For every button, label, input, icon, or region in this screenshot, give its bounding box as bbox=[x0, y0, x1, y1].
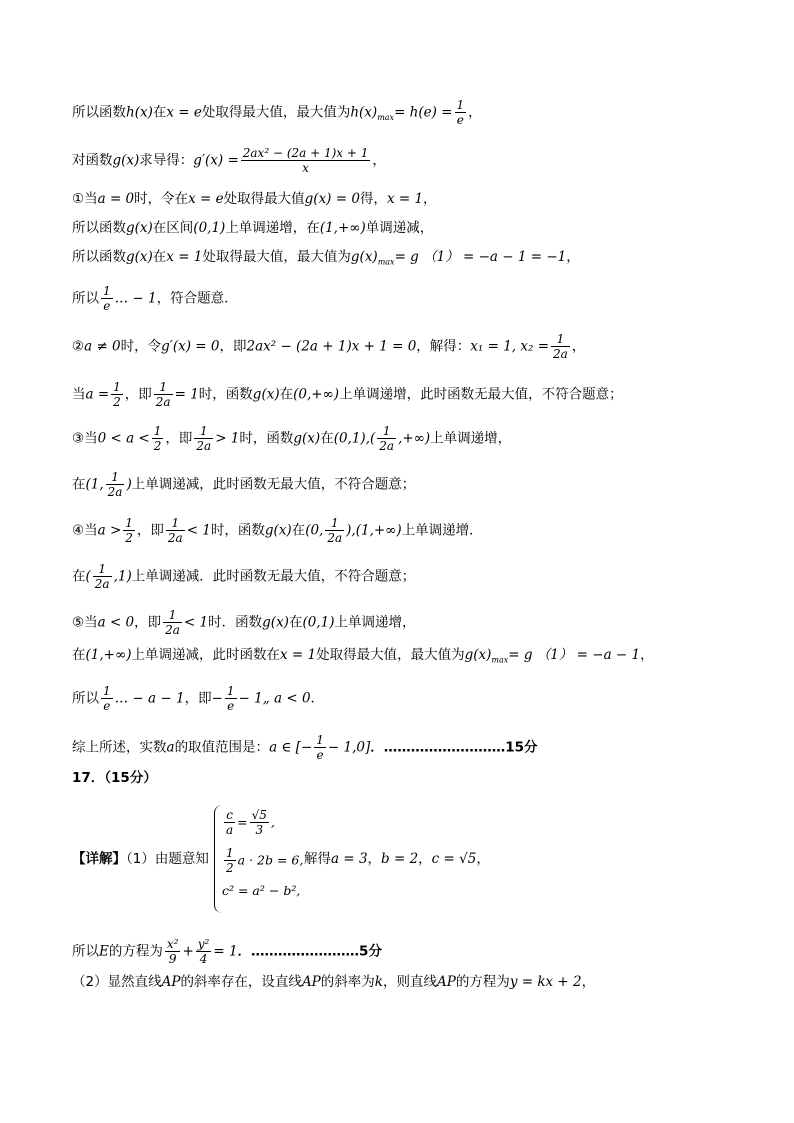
math: g(x) bbox=[350, 249, 378, 265]
text: 在 bbox=[279, 386, 294, 403]
fraction bbox=[106, 470, 125, 500]
math: AP bbox=[301, 974, 321, 990]
text: 综上所述，实数 bbox=[72, 739, 167, 756]
math: g(x) bbox=[293, 430, 321, 447]
line-16 bbox=[72, 733, 538, 763]
fraction bbox=[166, 516, 185, 546]
text: ， bbox=[372, 152, 386, 169]
text: 处取得最大值 bbox=[223, 191, 305, 207]
line-11 bbox=[72, 516, 483, 546]
denominator: 2a bbox=[165, 623, 180, 638]
text: ①当 bbox=[72, 191, 98, 207]
line-6 bbox=[72, 284, 238, 314]
math: a < 0 bbox=[97, 614, 135, 631]
math: + bbox=[182, 943, 194, 960]
text: ， bbox=[418, 851, 432, 867]
denominator: 2a bbox=[155, 395, 171, 410]
math: c = √5 bbox=[431, 851, 477, 867]
fraction bbox=[224, 808, 235, 838]
text: ， bbox=[367, 851, 382, 867]
line-20 bbox=[72, 976, 595, 990]
text: 时，函数 bbox=[239, 430, 294, 447]
text: 对函数 bbox=[72, 152, 113, 169]
numerator: 1 bbox=[113, 380, 121, 394]
math: a · 2b = 6, bbox=[237, 852, 304, 868]
text: 解得 bbox=[304, 851, 331, 867]
score-note: ．……………………5分 bbox=[237, 943, 382, 960]
math: g(x) bbox=[264, 522, 292, 539]
math: g(x) bbox=[126, 249, 153, 265]
denominator: e bbox=[103, 299, 111, 314]
text: 时，函数 bbox=[198, 386, 253, 403]
text: 在 bbox=[72, 568, 86, 585]
math: < 1 bbox=[186, 522, 211, 539]
denominator: 2a bbox=[167, 531, 183, 546]
text: （2）显然直线 bbox=[72, 974, 162, 990]
text: ，即 bbox=[124, 386, 152, 403]
score-note: ．………………………15分 bbox=[370, 739, 538, 756]
text: 上单调递增， bbox=[430, 430, 512, 447]
math: (0,1),( bbox=[333, 430, 376, 447]
math: − 1,0] bbox=[327, 739, 371, 756]
fraction bbox=[455, 98, 467, 128]
fraction bbox=[163, 608, 182, 638]
math: x = e bbox=[166, 104, 202, 121]
text: 所以 bbox=[72, 290, 99, 307]
fraction bbox=[194, 424, 213, 454]
line-5 bbox=[72, 251, 580, 267]
text: 在 bbox=[72, 476, 86, 493]
math: ,1) bbox=[113, 568, 132, 585]
text: 所以函数 bbox=[72, 220, 126, 236]
fraction bbox=[101, 684, 113, 714]
numerator: 1 bbox=[154, 380, 173, 395]
math: g′(x) = bbox=[193, 152, 239, 169]
text: ， bbox=[571, 338, 586, 355]
math: (1,+∞) bbox=[85, 647, 132, 663]
numerator: 1 bbox=[377, 424, 396, 439]
line-1 bbox=[72, 98, 482, 128]
text: 在 bbox=[320, 430, 334, 447]
line-4 bbox=[72, 222, 433, 236]
math: ( bbox=[85, 568, 91, 585]
math: > 1 bbox=[215, 430, 240, 447]
text: ， bbox=[468, 104, 482, 121]
text: 时．函数 bbox=[208, 614, 263, 631]
math: a = 3 bbox=[331, 851, 368, 867]
text: ， bbox=[581, 974, 596, 990]
denominator: e bbox=[316, 748, 324, 763]
math: y = kx + 2 bbox=[509, 974, 582, 990]
fraction bbox=[225, 684, 237, 714]
numerator: 1 bbox=[153, 424, 162, 438]
math: − bbox=[211, 690, 223, 707]
math: = bbox=[237, 814, 248, 830]
text: ， bbox=[423, 191, 437, 207]
math: x = 1 bbox=[166, 249, 203, 265]
fraction bbox=[241, 146, 371, 176]
text: 在 bbox=[152, 249, 167, 265]
line-13 bbox=[72, 608, 415, 638]
denominator: 2 bbox=[113, 395, 121, 410]
text: 上单调递增，在 bbox=[225, 220, 320, 236]
text: 所以 bbox=[72, 943, 99, 960]
line-12 bbox=[72, 562, 415, 592]
numerator: 1 bbox=[106, 470, 125, 485]
math: ) bbox=[126, 476, 132, 493]
math: = g （1） = −a − 1 = −1 bbox=[394, 249, 567, 265]
numerator: 1 bbox=[194, 424, 213, 439]
text: ④当 bbox=[72, 522, 98, 539]
denominator: x bbox=[302, 161, 309, 176]
numerator: 2ax² − (2a + 1)x + 1 bbox=[242, 146, 369, 160]
math: 2ax² − (2a + 1)x + 1 = 0 bbox=[246, 338, 417, 355]
fraction bbox=[111, 380, 123, 410]
line-9 bbox=[72, 424, 511, 454]
text: ，即 bbox=[219, 338, 247, 355]
fraction bbox=[551, 332, 570, 362]
math: k bbox=[374, 974, 383, 990]
denominator: 4 bbox=[199, 952, 208, 967]
text: 所以函数 bbox=[72, 249, 126, 265]
math: (0, bbox=[305, 522, 324, 539]
numerator: 1 bbox=[226, 846, 234, 860]
text: 得， bbox=[359, 191, 387, 207]
subscript: max bbox=[491, 655, 509, 665]
line-18 bbox=[72, 853, 209, 867]
numerator: 1 bbox=[456, 98, 465, 112]
line-8 bbox=[72, 380, 623, 410]
numerator: 1 bbox=[103, 684, 111, 698]
fraction bbox=[101, 284, 113, 314]
math: a = 0 bbox=[97, 191, 135, 207]
numerator: y² bbox=[197, 937, 210, 951]
question-heading: 17．（15分） bbox=[72, 770, 157, 786]
system-eq-1 bbox=[222, 808, 275, 838]
numerator: 1 bbox=[316, 733, 324, 747]
math: a ∈ [− bbox=[269, 739, 313, 756]
fraction bbox=[152, 424, 164, 454]
text: 时，令 bbox=[120, 338, 162, 355]
numerator: 1 bbox=[166, 516, 185, 531]
math: h(x) bbox=[350, 104, 378, 121]
math: a bbox=[166, 739, 175, 756]
text: 的斜率为 bbox=[320, 974, 375, 990]
text: 上单调递减，此时函数在 bbox=[131, 647, 280, 663]
math: AP bbox=[161, 974, 181, 990]
text: 在区间 bbox=[152, 220, 194, 236]
math: g′(x) = 0 bbox=[161, 338, 220, 355]
text: ⑤当 bbox=[72, 614, 98, 631]
text: ，解得： bbox=[416, 338, 471, 355]
denominator: 2 bbox=[125, 531, 133, 546]
text: 在 bbox=[72, 647, 86, 663]
fraction bbox=[196, 937, 212, 967]
math: h(x) bbox=[126, 104, 153, 121]
text: 上单调递增． bbox=[401, 522, 483, 539]
text: （1）由题意知 bbox=[126, 851, 209, 867]
math: g(x) = 0 bbox=[304, 191, 360, 207]
math: = 1 bbox=[213, 943, 238, 960]
fraction bbox=[154, 380, 173, 410]
math: b = 2 bbox=[381, 851, 419, 867]
fraction bbox=[93, 562, 112, 592]
text: ， bbox=[476, 851, 490, 867]
line-15 bbox=[72, 684, 324, 714]
fraction bbox=[224, 846, 236, 876]
denominator: 2a bbox=[107, 485, 123, 500]
math: = g （1） = −a − 1 bbox=[508, 647, 641, 663]
fraction bbox=[325, 516, 344, 546]
math: x₁ = 1, x₂ = bbox=[470, 338, 550, 355]
math: − 1„ a < 0 bbox=[238, 690, 311, 707]
system-eq-2 bbox=[222, 846, 303, 876]
math: … − a − 1 bbox=[114, 690, 185, 707]
text: ，即 bbox=[184, 690, 212, 707]
text: 所以函数 bbox=[72, 104, 126, 121]
subscript: max bbox=[377, 113, 395, 123]
line-7 bbox=[72, 332, 585, 362]
math: ),(1,+∞) bbox=[346, 522, 402, 539]
fraction bbox=[250, 808, 269, 838]
text: ． bbox=[310, 690, 325, 707]
text: ② bbox=[72, 338, 85, 355]
text: 的斜率存在，设直线 bbox=[180, 974, 302, 990]
text: 在 bbox=[291, 522, 306, 539]
line-14 bbox=[72, 649, 654, 665]
denominator: 2a bbox=[379, 439, 395, 454]
denominator: 3 bbox=[255, 823, 264, 838]
text: 单调递减， bbox=[365, 220, 434, 236]
text: ，则直线 bbox=[382, 974, 437, 990]
math: 0 < a < bbox=[97, 430, 150, 447]
math: g(x) bbox=[126, 220, 153, 236]
line-18-solution bbox=[304, 853, 490, 867]
math: x = 1 bbox=[279, 647, 317, 663]
math: a ≠ 0 bbox=[84, 338, 121, 355]
text: 所以 bbox=[72, 690, 99, 707]
math: < 1 bbox=[183, 614, 209, 631]
math: x = 1 bbox=[386, 191, 424, 207]
text: 处取得最大值，最大值为 bbox=[202, 249, 351, 265]
denominator: a bbox=[226, 823, 234, 838]
math: AP bbox=[436, 974, 456, 990]
text: 的取值范围是： bbox=[174, 739, 270, 756]
math: , bbox=[270, 814, 275, 830]
math: = h(e) = bbox=[394, 104, 453, 121]
numerator: 1 bbox=[125, 516, 133, 530]
math: = 1 bbox=[174, 386, 199, 403]
denominator: 2a bbox=[94, 577, 110, 592]
text: 上单调递增， bbox=[334, 614, 416, 631]
fraction bbox=[165, 937, 181, 967]
denominator: 2a bbox=[327, 531, 343, 546]
text: ③当 bbox=[72, 430, 98, 447]
math: ,+∞) bbox=[398, 430, 431, 447]
numerator: 1 bbox=[93, 562, 112, 577]
text: 时，令在 bbox=[134, 191, 189, 207]
line-3 bbox=[72, 193, 437, 207]
math: … − 1 bbox=[114, 290, 157, 307]
text: ， bbox=[566, 249, 580, 265]
text: 上单调递减，此时函数无最大值，不符合题意； bbox=[131, 476, 416, 493]
subscript: max bbox=[377, 257, 395, 267]
math: (0,1) bbox=[193, 220, 226, 236]
fraction bbox=[377, 424, 396, 454]
text: 处取得最大值，最大值为 bbox=[201, 104, 351, 121]
text: 求导得： bbox=[139, 152, 194, 169]
numerator: 1 bbox=[325, 516, 344, 531]
numerator: c bbox=[224, 808, 235, 823]
denominator: 2 bbox=[153, 439, 162, 454]
system-eq-3: c² = a² − b², bbox=[222, 883, 301, 898]
detail-label: 【详解】 bbox=[72, 851, 126, 867]
numerator: x² bbox=[166, 937, 179, 951]
text: 当 bbox=[72, 386, 86, 403]
text: 的方程为 bbox=[455, 974, 510, 990]
line-10 bbox=[72, 470, 415, 500]
fraction bbox=[314, 733, 326, 763]
text: 在 bbox=[152, 104, 167, 121]
math: (0,+∞) bbox=[293, 386, 340, 403]
text: ，即 bbox=[134, 614, 162, 631]
denominator: e bbox=[456, 113, 464, 128]
math: a > bbox=[97, 522, 122, 539]
denominator: 2a bbox=[553, 347, 568, 362]
text: 的方程为 bbox=[108, 943, 163, 960]
denominator: 2a bbox=[196, 439, 212, 454]
numerator: 1 bbox=[551, 332, 570, 347]
math: (1,+∞) bbox=[319, 220, 366, 236]
denominator: e bbox=[227, 699, 235, 714]
text: ， bbox=[640, 647, 654, 663]
text: 处取得最大值，最大值为 bbox=[316, 647, 465, 663]
text: 时，函数 bbox=[210, 522, 265, 539]
line-2 bbox=[72, 146, 386, 176]
math: g(x) bbox=[112, 152, 140, 169]
line-19 bbox=[72, 937, 382, 967]
text: 在 bbox=[288, 614, 303, 631]
numerator: 1 bbox=[103, 284, 111, 298]
math: a = bbox=[85, 386, 110, 403]
text: ，即 bbox=[136, 522, 164, 539]
text: ，符合题意． bbox=[156, 290, 238, 307]
numerator: 1 bbox=[163, 608, 182, 623]
numerator: 1 bbox=[226, 684, 235, 698]
denominator: 9 bbox=[168, 952, 177, 967]
fraction bbox=[123, 516, 135, 546]
math: g(x) bbox=[464, 647, 492, 663]
math: g(x) bbox=[252, 386, 280, 403]
numerator: √5 bbox=[251, 808, 267, 822]
math: E bbox=[99, 943, 109, 960]
text: 上单调递减．此时函数无最大值，不符合题意； bbox=[131, 568, 416, 585]
denominator: 2 bbox=[226, 861, 234, 876]
math: (0,1) bbox=[302, 614, 335, 631]
math: (1, bbox=[85, 476, 104, 493]
text: ，即 bbox=[165, 430, 193, 447]
math: g(x) bbox=[262, 614, 289, 631]
math: x = e bbox=[188, 191, 224, 207]
denominator: e bbox=[103, 699, 111, 714]
text: 上单调递增，此时函数无最大值，不符合题意； bbox=[339, 386, 623, 403]
